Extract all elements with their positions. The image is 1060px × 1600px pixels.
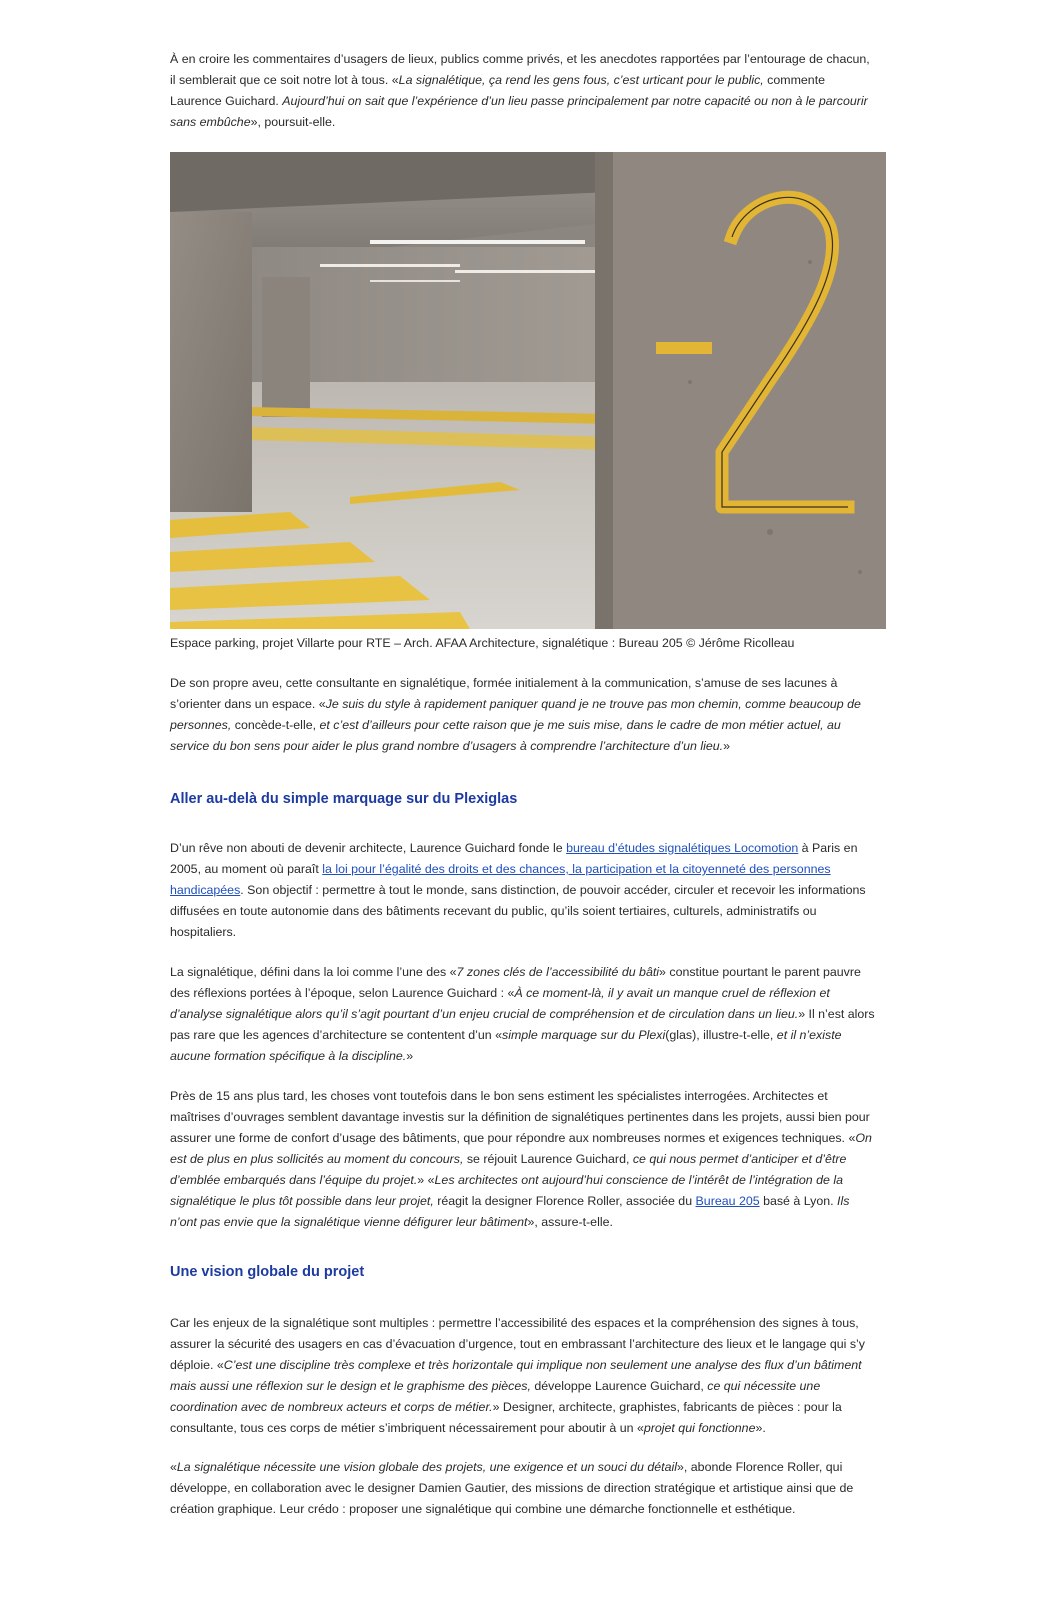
text-run: » <box>406 1049 414 1063</box>
text-run: » Designer, architecte, graphistes, fabricants de pièces : pour la consultante, tous ces corps de métier s’imbriquent nécessairement pour aboutir à un « <box>170 1400 842 1435</box>
text-run: basé à Lyon. <box>759 1194 838 1208</box>
paragraph-5 <box>170 1086 875 1233</box>
text-run: », abonde Florence Roller, qui développe, en collaboration avec le designer Damien Gautier, des missions de direction stratégique et artistique ainsi que de création graphique. Leur crédo : proposer une signalétique qui combine une démarche fonctionnelle et esthétique. <box>170 1460 854 1516</box>
law-link[interactable]: la loi pour l’égalité des droits et des chances, la participation et la citoyenneté des personnes handicapées <box>170 862 831 897</box>
text-run: » <box>723 739 730 753</box>
text-run: . Son objectif : permettre à tout le monde, sans distinction, de pouvoir accéder, circuler et recevoir les informations diffusées en toute autonomie dans des bâtiments recevant du public, qu’ils soient tertiaires, culturels, administratifs ou hospitaliers. <box>170 883 866 939</box>
paragraph-4 <box>170 962 875 1067</box>
text-run: (glas), illustre-t-elle, <box>665 1028 777 1042</box>
quote-run: Ils n’ont pas envie que la signalétique vienne défigurer leur bâtiment <box>170 1194 850 1229</box>
figure-caption: Espace parking, projet Villarte pour RTE – Arch. AFAA Architecture, signalétique : Bureau 205 © Jérôme Ricolleau <box>170 636 795 650</box>
text-run: De son propre aveu, cette consultante en signalétique, formée initialement à la communication, s’amuse de ses lacunes à s’orienter dans un espace. « <box>170 676 838 711</box>
parking-illustration <box>170 152 886 629</box>
text-run: commente Laurence Guichard. <box>170 73 826 108</box>
text-run: Car les enjeux de la signalétique sont multiples : permettre l’accessibilité des espaces et la compréhension des signes à tous, assurer la sécurité des usagers en cas d’évacuation d’urgence, tout en embrassant l’architecture des lieux et le langage qui s’y déploie. « <box>170 1316 865 1372</box>
quote-run: Les architectes ont aujourd’hui conscience de l’intérêt de l’intégration de la signalétique le plus tôt possible dans leur projet, <box>170 1173 843 1208</box>
quote-run: On est de plus en plus sollicités au moment du concours, <box>170 1131 872 1166</box>
text-run: développe Laurence Guichard, <box>530 1379 708 1393</box>
text-run: à Paris en 2005, au moment où paraît <box>170 841 858 876</box>
text-run: « <box>170 1460 177 1474</box>
text-run: » Il n’est alors pas rare que les agences d’architecture se contentent d’un « <box>170 1007 875 1042</box>
text-run: réagit la designer Florence Roller, associée du <box>433 1194 696 1208</box>
bureau-205-link[interactable]: Bureau 205 <box>695 1194 760 1208</box>
quote-run: projet qui fonctionne <box>643 1421 756 1435</box>
paragraph-7 <box>170 1457 875 1520</box>
intro-paragraph <box>170 49 875 133</box>
quote-run: simple marquage sur du Plexi <box>502 1028 666 1042</box>
paragraph-2 <box>170 673 875 757</box>
text-run: se réjouit Laurence Guichard, <box>463 1152 633 1166</box>
section-heading: Une vision globale du projet <box>170 1264 365 1280</box>
quote-run: et c’est d’ailleurs pour cette raison que je me suis mise, dans le cadre de mon métier actuel, au service du bon sens pour aider le plus grand nombre d’usagers à comprendre l’architecture d’un lieu. <box>170 718 841 753</box>
quote-run: et il n’existe aucune formation spécifique à la discipline. <box>170 1028 842 1063</box>
text-run: ». <box>755 1421 766 1435</box>
text-run: concède-t-elle, <box>231 718 320 732</box>
quote-run: À ce moment-là, il y avait un manque cruel de réflexion et d’analyse signalétique alors qu’il s’agit pourtant d’un enjeu crucial de compréhension et de circulation dans un lieu. <box>170 986 830 1021</box>
paragraph-6 <box>170 1313 875 1439</box>
text-run: D’un rêve non abouti de devenir architecte, Laurence Guichard fonde le <box>170 841 567 855</box>
text-run: Près de 15 ans plus tard, les choses vont toutefois dans le bon sens estiment les spécialistes interrogées. Architectes et maîtrises d’ouvrages semblent davantage investis sur la définition de signalétiques pertinentes dans les projets, aussi bien pour assurer une forme de confort d’usage des bâtiments, que pour répondre aux nombreuses normes et exigences techniques. « <box>170 1089 870 1145</box>
text-run: » « <box>417 1173 435 1187</box>
parking-photo <box>170 152 886 629</box>
quote-run: ce qui nous permet d’anticiper et d’être d’emblée embarqués dans l’équipe du projet. <box>170 1152 847 1187</box>
text-run: », assure-t-elle. <box>527 1215 613 1229</box>
section-heading: Aller au-delà du simple marquage sur du Plexiglas <box>170 791 518 807</box>
text-run: », poursuit-elle. <box>250 115 336 129</box>
text-run: » constitue pourtant le parent pauvre des réflexions portées à l’époque, selon Laurence Guichard : « <box>170 965 861 1000</box>
quote-run: ce qui nécessite une coordination avec de nombreux acteurs et corps de métier. <box>170 1379 821 1414</box>
quote-run: La signalétique, ça rend les gens fous, c’est urticant pour le public, <box>398 73 764 87</box>
text-run: À en croire les commentaires d’usagers de lieux, publics comme privés, et les anecdotes rapportées par l’entourage de chacun, il semblerait que ce soit notre lot à tous. « <box>170 52 870 87</box>
quote-run: Je suis du style à rapidement paniquer quand je ne trouve pas mon chemin, comme beaucoup de personnes, <box>170 697 861 732</box>
text-run: La signalétique, défini dans la loi comme l’une des « <box>170 965 457 979</box>
paragraph-3 <box>170 838 875 943</box>
quote-run: La signalétique nécessite une vision globale des projets, une exigence et un souci du détail <box>176 1460 678 1474</box>
quote-run: Aujourd’hui on sait que l’expérience d’un lieu passe principalement par notre capacité ou non à le parcourir sans embûche <box>170 94 868 129</box>
quote-run: C’est une discipline très complexe et très horizontale qui implique non seulement une analyse des flux d’un bâtiment mais aussi une réflexion sur le design et le graphisme des pièces, <box>170 1358 862 1393</box>
quote-run: 7 zones clés de l’accessibilité du bâti <box>456 965 660 979</box>
locomotion-link[interactable]: bureau d’études signalétiques Locomotion <box>566 841 799 855</box>
